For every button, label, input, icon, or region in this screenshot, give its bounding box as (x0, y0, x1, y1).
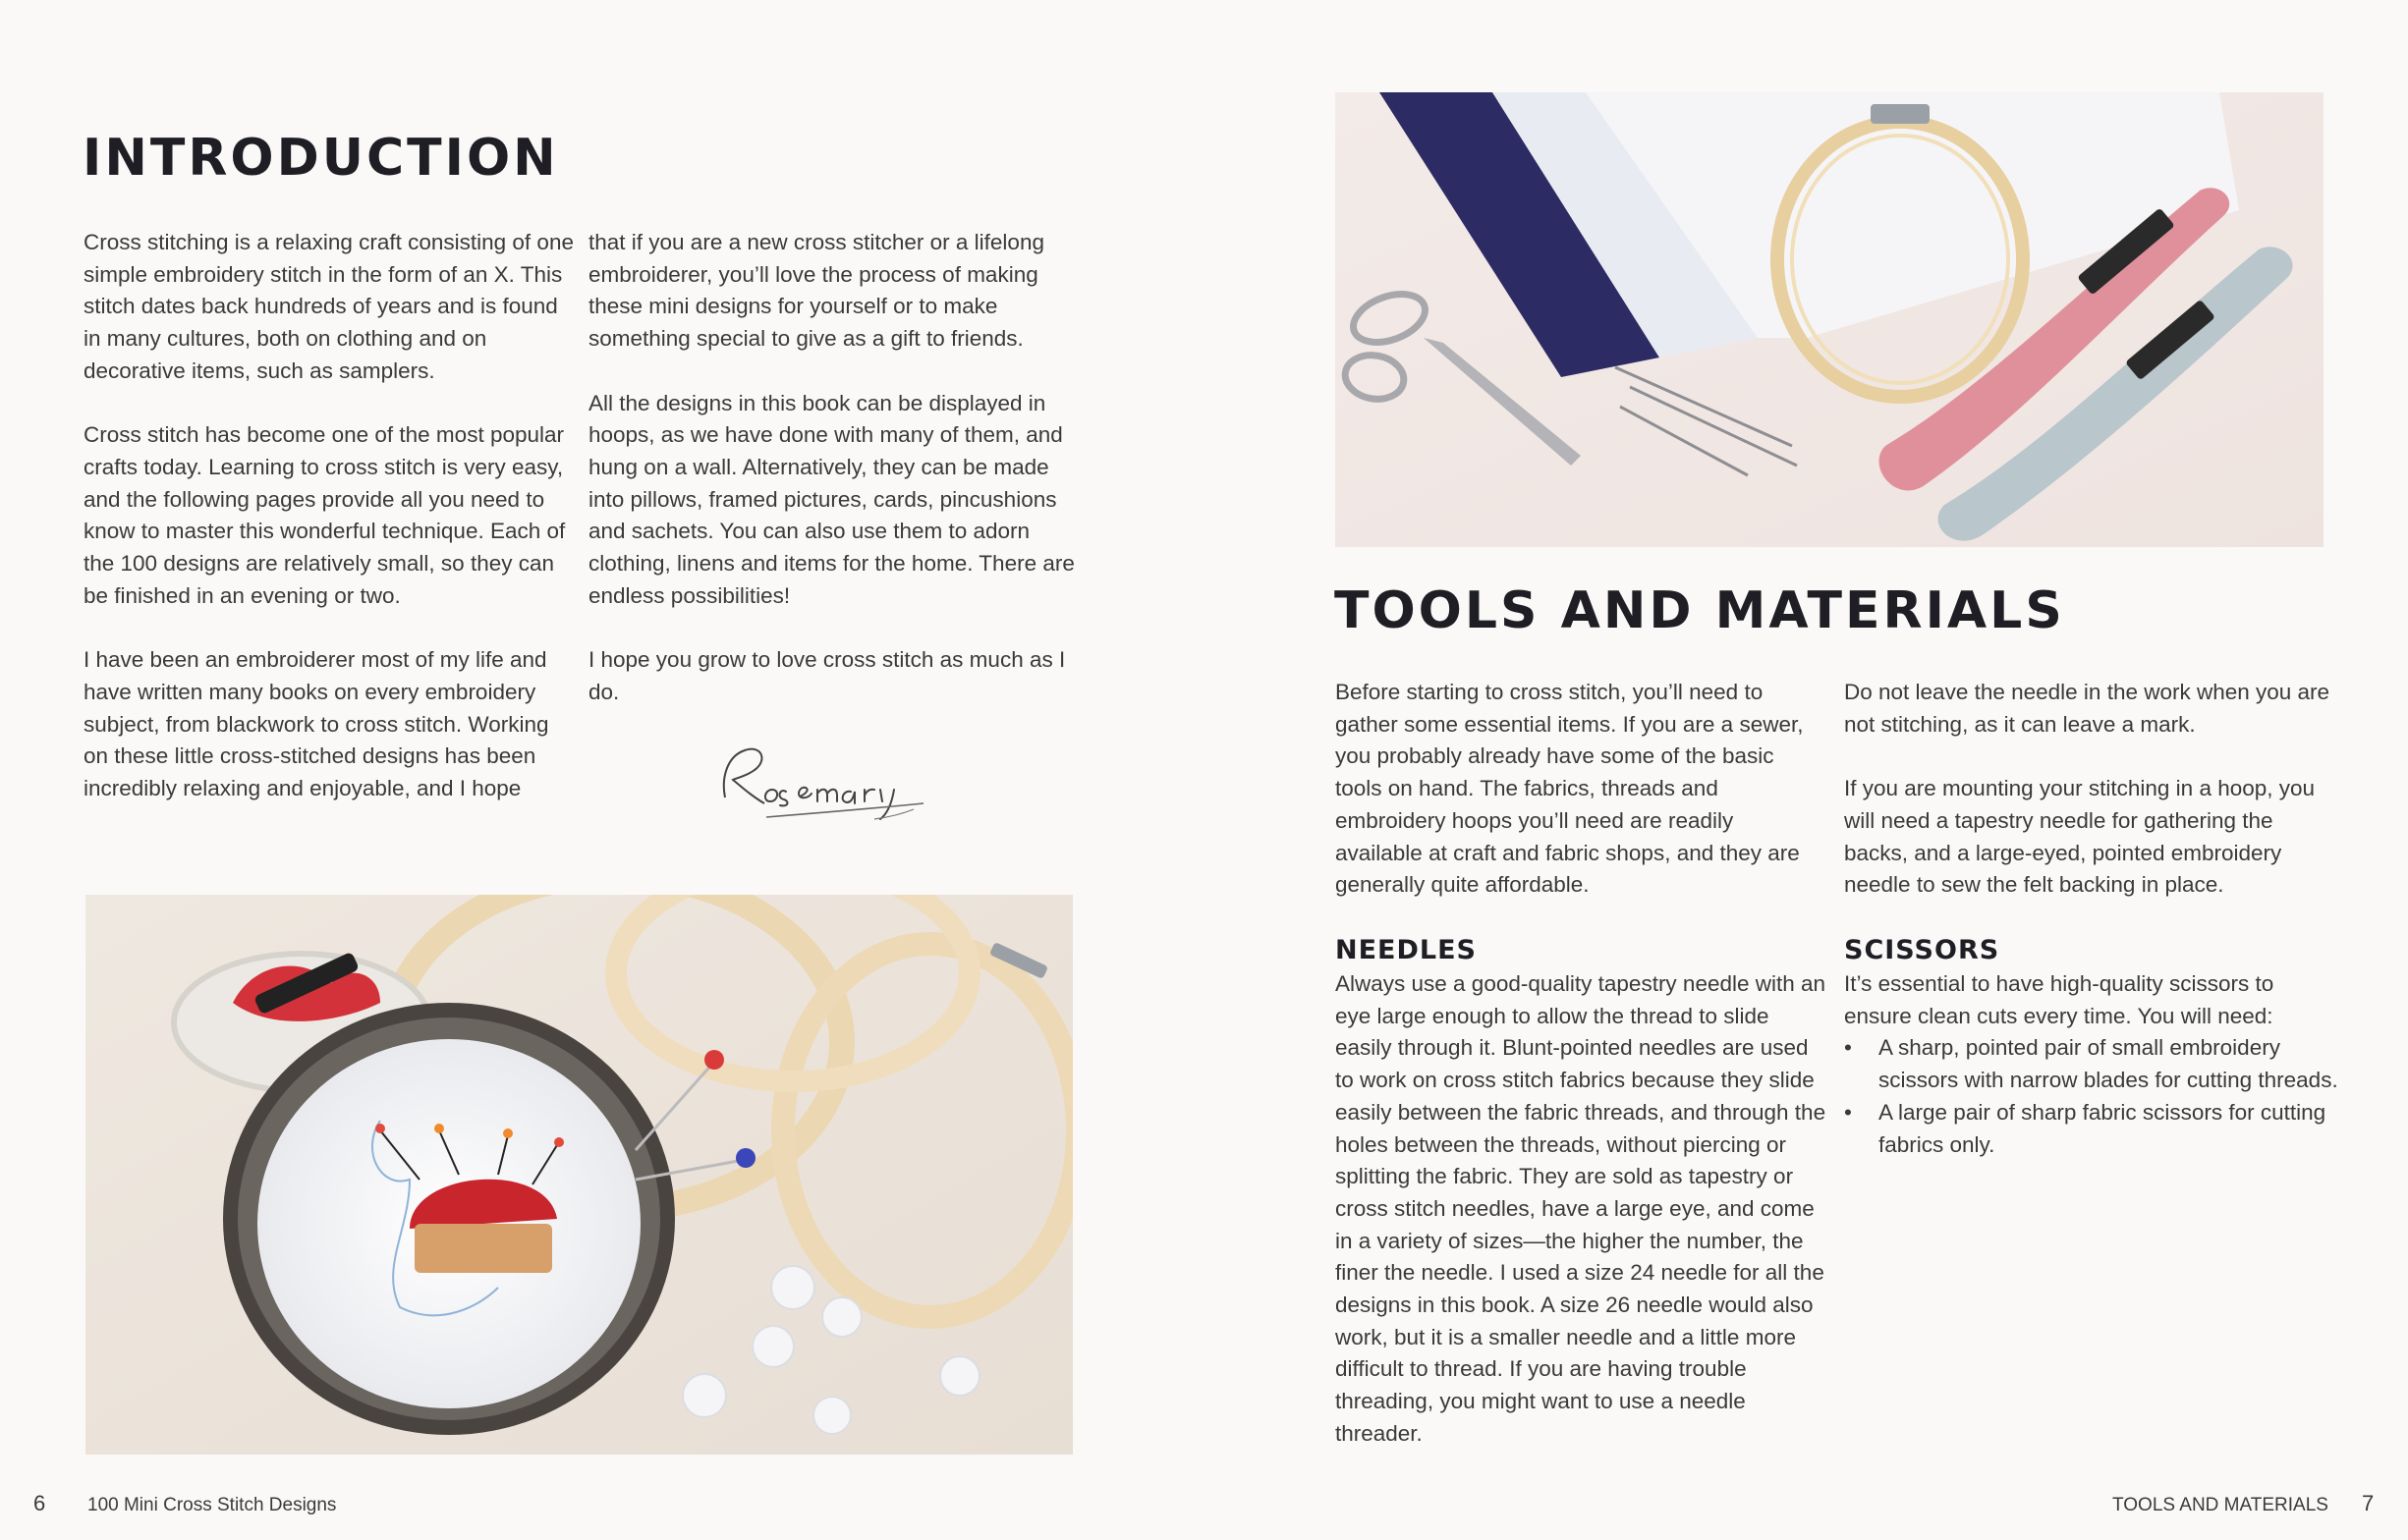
needles-body: Always use a good-quality tapestry needle with an eye large enough to allow the thread to slide easily through it. Blunt-pointed needles are used to work on cross stitch fabrics because they slide easily between the fabric threads, and through the holes between the threads, without piercing or splitting the fabric. They are sold as tapestry or cross stitch needles, have a large eye, and come in a variety of sizes—the higher the number, the finer the needle. I used a size 24 needle for all the designs in this book. A size 26 needle would also work, but it is a smaller needle and a little more difficult to thread. If you are having trouble threading, you might want to use a needle threader. (1335, 971, 1826, 1446)
needles-heading: NEEDLES (1335, 935, 1477, 965)
paragraph: Cross stitching is a relaxing craft consisting of one simple embroidery stitch in the form of an X. This stitch dates back hundreds of years and is found in many cultures, both on clothing and on decorative items, such as samplers. (84, 230, 574, 383)
running-footer-book-title: 100 Mini Cross Stitch Designs (87, 1495, 337, 1515)
intro-column-1 (84, 227, 575, 805)
page-title-introduction: INTRODUCTION (83, 129, 559, 188)
list-item: • A large pair of sharp fabric scissors for cutting fabrics only. (1878, 1097, 2340, 1161)
right-page (1204, 0, 2408, 1540)
scissors-heading: SCISSORS (1844, 935, 2000, 965)
page-number-left: 6 (33, 1491, 46, 1515)
needles-section (1335, 933, 1831, 1451)
paragraph: I hope you grow to love cross stitch as much as I do. (588, 647, 1066, 704)
pincushion-photo (85, 895, 1073, 1455)
scissors-body: It’s essential to have high-quality scissors to ensure clean cuts every time. You will need: (1844, 971, 2274, 1028)
tools-intro-column-2 (1844, 677, 2340, 902)
page-title-tools-and-materials: TOOLS AND MATERIALS (1334, 581, 2065, 640)
tools-photo (1335, 92, 2324, 547)
paragraph: Before starting to cross stitch, you’ll need to gather some essential items. If you are a sewer, you probably already have some of the basic tools on hand. The fabrics, threads and embroidery hoops you’ll need are readily available at craft and fabric shops, and they are generally quite affordable. (1335, 680, 1804, 898)
paragraph: I have been an embroiderer most of my life and have written many books on every embroidery subject, from blackwork to cross stitch. Working on these little cross-stitched designs has been incredibly relaxing and enjoyable, and I hope (84, 647, 549, 800)
paragraph: All the designs in this book can be displayed in hoops, as we have done with many of them, and hung on a wall. Alternatively, they can be made into pillows, framed pictures, cards, pincushions and sachets. You can also use them to adorn clothing, linens and items for the home. There are endless possibilities! (588, 390, 1075, 608)
paragraph: that if you are a new cross stitcher or a lifelong embroiderer, you’ll love the process of making these mini designs for yourself or to make something special to give as a gift to friends. (588, 230, 1044, 352)
running-footer-section: TOOLS AND MATERIALS (2112, 1495, 2328, 1515)
scissors-list (1844, 1032, 2340, 1161)
page-number-right: 7 (2362, 1491, 2375, 1515)
intro-column-2 (588, 227, 1075, 709)
scissors-section (1844, 933, 2340, 1161)
paragraph: Do not leave the needle in the work when you are not stitching, as it can leave a mark. (1844, 680, 2330, 737)
paragraph: If you are mounting your stitching in a hoop, you will need a tapestry needle for gathering the backs, and a large-eyed, pointed embroidery needle to sew the felt backing in place. (1844, 776, 2316, 898)
paragraph: Cross stitch has become one of the most popular crafts today. Learning to cross stitch is very easy, and the following pages provide all you need to know to master this wonderful technique. Each of the 100 designs are relatively small, so they can be finished in an evening or two. (84, 422, 566, 608)
list-item: • A sharp, pointed pair of small embroidery scissors with narrow blades for cutting threads. (1878, 1032, 2340, 1096)
signature-rosemary (707, 739, 963, 832)
tools-intro-column-1 (1335, 677, 1821, 902)
